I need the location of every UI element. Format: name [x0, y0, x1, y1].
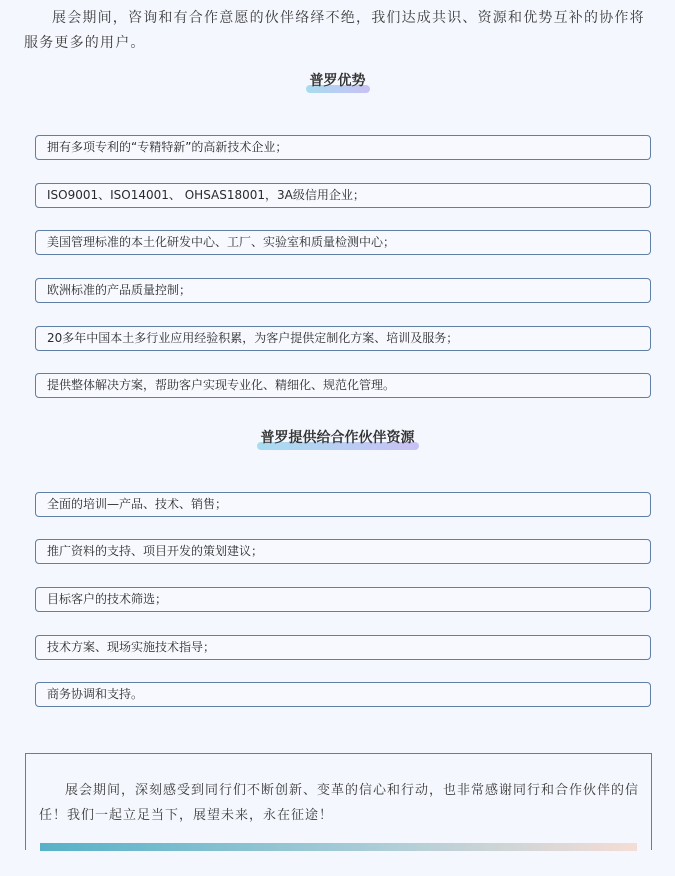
closing-paragraph: 展会期间，深刻感受到同行们不断创新、变革的信心和行动，也非常感谢同行和合作伙伴的信任！我们一起立足当下，展望未来，永在征途！: [39, 783, 640, 823]
closing-box: [25, 753, 652, 850]
advantages-title-text: 普罗优势: [306, 71, 370, 91]
advantage-item-5: 20多年中国本土多行业应用经验积累，为客户提供定制化方案、培训及服务；: [35, 326, 651, 351]
decorative-gradient-bar: [40, 843, 637, 851]
advantage-item-2: ISO9001、ISO14001、 OHSAS18001，3A级信用企业；: [35, 183, 651, 208]
advantage-item-6: 提供整体解决方案，帮助客户实现专业化、精细化、规范化管理。: [35, 373, 651, 398]
section-title-advantages: [0, 71, 675, 91]
resources-title-text: 普罗提供给合作伙伴资源: [257, 428, 419, 448]
resource-item-4: 技术方案、现场实施技术指导；: [35, 635, 651, 660]
section-title-resources: [0, 428, 675, 448]
advantage-item-1: 拥有多项专利的“专精特新”的高新技术企业；: [35, 135, 651, 160]
resource-item-5: 商务协调和支持。: [35, 682, 651, 707]
advantage-item-4: 欧洲标准的产品质量控制；: [35, 278, 651, 303]
resource-item-2: 推广资料的支持、项目开发的策划建议；: [35, 539, 651, 564]
resource-item-1: 全面的培训—产品、技术、销售；: [35, 492, 651, 517]
advantage-item-3: 美国管理标准的本土化研发中心、工厂、实验室和质量检测中心；: [35, 230, 651, 255]
intro-paragraph: 展会期间，咨询和有合作意愿的伙伴络绎不绝，我们达成共识、资源和优势互补的协作将服务更多的用户。: [24, 10, 645, 51]
resource-item-3: 目标客户的技术筛选；: [35, 587, 651, 612]
